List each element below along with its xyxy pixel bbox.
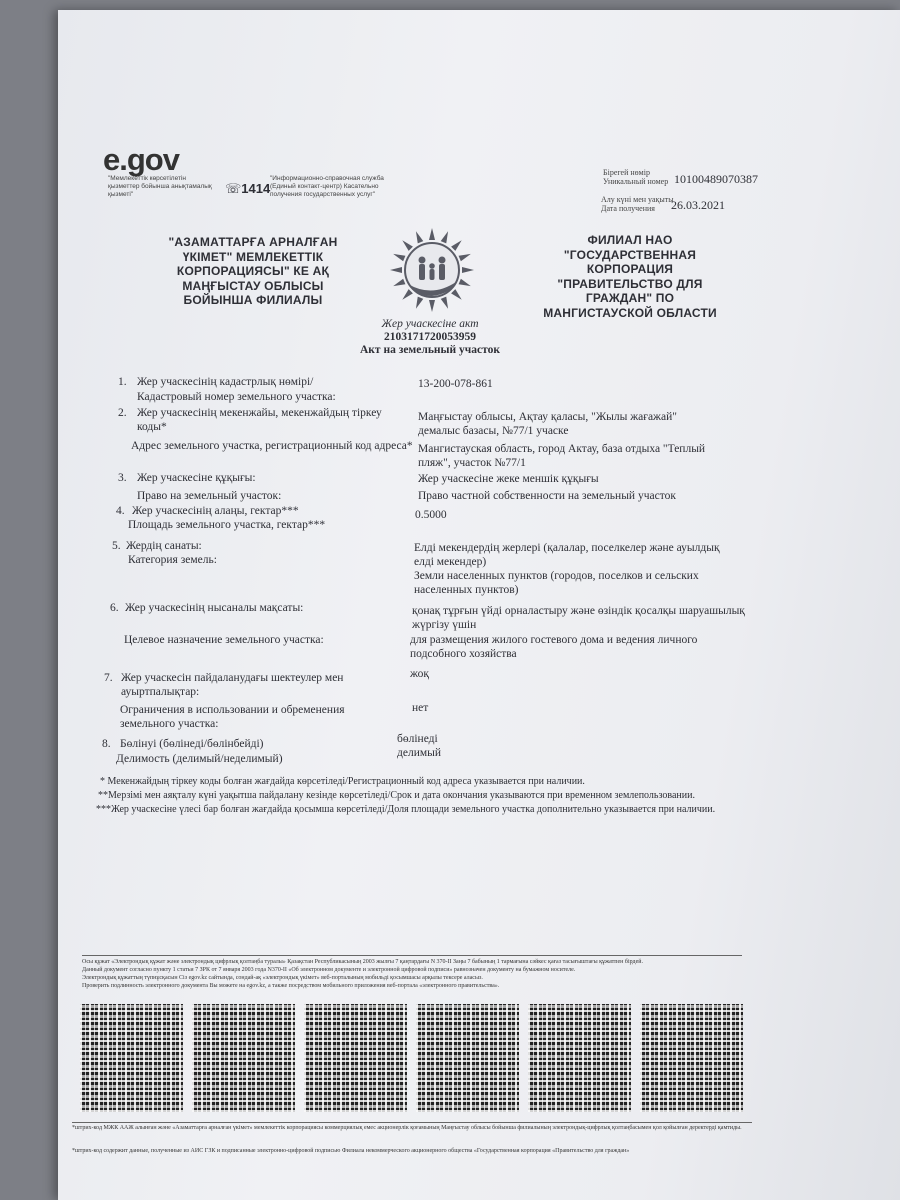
item-number: 1. — [118, 376, 127, 388]
qr-code — [192, 1004, 295, 1112]
item-value-kz: қонақ тұрғын үйді орналастыру және өзіндік қосалқы шаруашылық жүргізу үшін — [412, 605, 745, 631]
item-number: 3. — [118, 472, 127, 484]
barcode-note-kz: *штрих-код МЖК ААЖ алынған және «Азаматтарға арналған үкімет» мемлекеттік корпорациясы коммерциялық емес акционерлік қоғамының Маңғыстау облысы бойынша филиалының электрондық-цифрлық қолтаңбасымен қол қойылған деректерді қамтиды. — [72, 1125, 742, 1131]
legal-notice — [82, 958, 742, 990]
service-note-kz: "Мемлекеттік көрсетілетін қызметтер бойынша анықтамалық қызметі" — [108, 175, 212, 198]
unique-number: 10100489070387 — [674, 172, 758, 186]
area-value: 0.5000 — [415, 509, 447, 521]
item-value-kz: бөлінеді — [397, 733, 438, 745]
item-number: 7. — [104, 672, 113, 684]
item-label-kz: Жер учаскесінің алаңы, гектар*** — [132, 505, 299, 517]
government-emblem-icon — [388, 226, 476, 314]
item-value-ru: Земли населенных пунктов (городов, поселков и сельских населенных пунктов) — [414, 570, 699, 596]
act-title-ru: Акт на земельный участок — [360, 344, 500, 356]
cadastral-number: 13-200-078-861 — [418, 378, 493, 390]
qr-code — [304, 1004, 407, 1112]
item-number: 8. — [102, 738, 111, 750]
divider — [72, 1122, 752, 1123]
egov-logo: e.gov — [103, 142, 179, 177]
item-value-kz: Маңғыстау облысы, Ақтау қаласы, "Жылы жағажай" демалыс базасы, №77/1 учаске — [418, 411, 677, 437]
item-label-ru: Площадь земельного участка, гектар*** — [128, 519, 326, 531]
qr-code — [640, 1004, 743, 1112]
item-value-ru: делимый — [397, 747, 442, 759]
item-label-kz: Жер учаскесіне құқығы: — [137, 472, 256, 484]
item-label-ru: Делимость (делимый/неделимый) — [116, 753, 283, 765]
legal-line: Осы құжат «Электрондық құжат және электрондық цифрлық қолтаңба туралы» Қазақстан Республикасының 2003 жылғы 7 қаңтардағы N 370-II Заңы 7 бабының 1 тармағына сәйкес қағаз тасығыштағы құжатпен бірдей. — [82, 959, 643, 965]
org-name-kz: "АЗАМАТТАРҒА АРНАЛҒАН ҮКІМЕТ" МЕМЛЕКЕТТІК КОРПОРАЦИЯСЫ" КЕ АҚ МАҢҒЫСТАУ ОБЛЫСЫ БОЙЫНША ФИЛИАЛЫ — [168, 235, 338, 307]
act-number: 2103171720053959 — [384, 331, 476, 343]
item-number: 5. — [112, 540, 121, 552]
item-label-kz: Жердің санаты: — [126, 540, 202, 552]
item-label-ru: Кадастровый номер земельного участка: — [137, 391, 336, 403]
unique-number-label: Бірегей нөмір Уникальный номер — [603, 168, 669, 186]
footnote: * Мекенжайдың тіркеу коды болған жағдайда көрсетіледі/Регистрационный код адреса указывается при наличии. — [100, 776, 585, 787]
date-value: 26.03.2021 — [671, 198, 725, 212]
act-title-kz: Жер учаскесіне акт — [381, 318, 479, 330]
qr-code — [528, 1004, 631, 1112]
service-note-ru: "Информационно-справочная служба (Единый контакт-центр) Касательно получения государственных услуг" — [270, 175, 384, 198]
item-number: 6. — [110, 602, 119, 614]
item-label-ru: Целевое назначение земельного участка: — [124, 634, 324, 646]
item-label-kz: Жер учаскесінің нысаналы мақсаты: — [125, 602, 304, 614]
qr-code — [416, 1004, 519, 1112]
date-label: Алу күні мен уақыты Дата получения — [601, 195, 674, 213]
barcode-note-ru: *штрих-код содержит данные, полученные из АИС ГЗК и подписанные электронно-цифровой подписью Филиала некоммерческого акционерного общества «Государственная корпорация «Правительство для граждан» — [72, 1148, 630, 1154]
item-label-ru: Адрес земельного участка, регистрационный код адреса* — [131, 440, 413, 452]
act-title — [330, 318, 530, 357]
item-label-kz: Бөлінуі (бөлінеді/бөлінбейді) — [120, 738, 264, 750]
item-label-kz: Жер учаскесінің мекенжайы, мекенжайдың тіркеу коды* — [137, 407, 382, 433]
footnote: ***Жер учаскесіне үлесі бар болған жағдайда қосымша көрсетіледі/Доля площади земельного участка дополнительно указывается при наличии. — [96, 804, 716, 815]
legal-line: Данный документ согласно пункту 1 статьи 7 ЗРК от 7 января 2003 года N370-II «Об электронном документе и электронной цифровой подписи» равнозначен документу на бумажном носителе. — [82, 967, 576, 973]
legal-line: Электрондық құжаттың түпнұсқасын Сіз egov.kz сайтында, сондай-ақ «электрондық үкімет» веб-порталының мобильді қосымшасы арқылы тексере аласыз. — [82, 975, 483, 981]
item-value-ru: Мангистауская область, город Актау, база отдыха "Теплый пляж", участок №77/1 — [418, 443, 706, 469]
item-number: 2. — [118, 407, 127, 419]
divider — [82, 955, 742, 956]
qr-code — [80, 1004, 183, 1112]
item-number: 4. — [116, 505, 125, 517]
item-label-ru: Ограничения в использовании и обременения земельного участка: — [120, 704, 345, 730]
footnote: **Мерзімі мен аяқталу күні уақытша пайдалану кезінде көрсетіледі/Срок и дата окончания указываются при временном землепользовании. — [98, 790, 695, 801]
legal-line: Проверить подлинность электронного документа Вы можете на egov.kz, а также посредством мобильного приложения веб-портала «электронного правительства». — [82, 983, 500, 989]
item-label-ru: Право на земельный участок: — [137, 490, 282, 502]
item-value-kz: Елді мекендердің жерлері (қалалар, поселкелер және ауылдық елді мекендер) — [414, 542, 720, 568]
item-value-ru: Право частной собственности на земельный участок — [418, 490, 676, 502]
org-name-ru: ФИЛИАЛ НАО "ГОСУДАРСТВЕННАЯ КОРПОРАЦИЯ "ПРАВИТЕЛЬСТВО ДЛЯ ГРАЖДАН" ПО МАНГИСТАУСКОЙ ОБЛАСТИ — [543, 233, 717, 320]
item-value-kz: Жер учаскесіне жеке меншік құқығы — [418, 473, 599, 485]
phone-icon: ☏ — [225, 181, 242, 196]
phone-number: ☏1414 — [225, 181, 271, 196]
item-value-ru: для размещения жилого гостевого дома и ведения личного подсобного хозяйства — [410, 634, 698, 660]
item-value-ru: нет — [412, 702, 429, 714]
item-value-kz: жоқ — [410, 668, 429, 680]
item-label-kz: Жер учаскесін пайдаланудағы шектеулер мен ауыртпалықтар: — [121, 672, 344, 698]
item-label-ru: Категория земель: — [128, 554, 217, 566]
item-label-kz: Жер учаскесінің кадастрлық нөмірі/ — [137, 376, 314, 388]
